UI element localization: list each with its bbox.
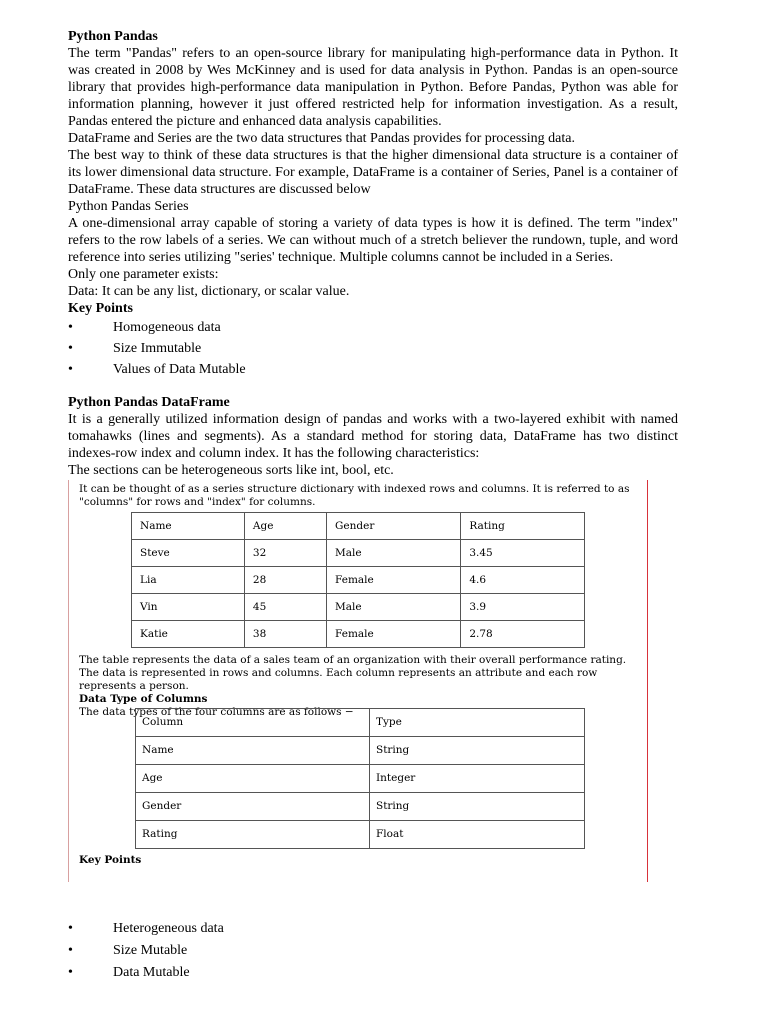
dataframe-paragraph: It is a generally utilized information design of pandas and works with a two-layered exhibit with named tomahawks (lines and segments). As a standard method for storing data, DataFrame has two distinct indexes-row index and column index. It has the following characteristics: <box>68 412 678 461</box>
list-item: • Data Mutable <box>68 962 224 984</box>
doc-title: Python Pandas <box>68 29 158 44</box>
document-body <box>68 28 678 479</box>
series-points-list <box>68 317 678 380</box>
dataframe-heading: Python Pandas DataFrame <box>68 395 230 410</box>
table-row: Lia 28 Female 4.6 <box>132 567 585 594</box>
bullet-icon: • <box>68 362 73 377</box>
bullet-icon: • <box>68 943 73 958</box>
list-item: • Size Mutable <box>68 940 224 962</box>
series-paragraph: A one-dimensional array capable of storing a variety of data types is how it is defined. The term "index" refers to the row labels of a series. We can without much of a stretch believer the rundown, tuple, and word reference into series utilizing "series' technique. Multiple columns cannot be included in a Series. <box>68 216 678 265</box>
table-header-row: Name Age Gender Rating <box>132 513 585 540</box>
list-item: • Heterogeneous data <box>68 918 224 940</box>
list-item: • Values of Data Mutable <box>68 359 678 380</box>
container-paragraph: The best way to think of these data structures is that the higher dimensional data structure is a container of its lower dimensional data structure. For example, DataFrame is a container of Series, Panel is a container of DataFrame. These data structures are discussed below <box>68 148 678 197</box>
table-description: The table represents the data of a sales team of an organization with their overall performance rating. The data is represented in rows and columns. Each column represents an attribute and each row represents a person. Data Type of Columns The data types of the four columns are as follows − <box>79 654 639 719</box>
bullet-icon: • <box>68 921 73 936</box>
key-points-heading: Key Points <box>68 301 133 316</box>
table-row: Katie 38 Female 2.78 <box>132 621 585 648</box>
dtype-heading: Data Type of Columns <box>79 693 208 705</box>
series-heading: Python Pandas Series <box>68 199 189 214</box>
data-type-table <box>135 708 585 849</box>
embed-intro: It can be thought of as a series structure dictionary with indexed rows and columns. It is referred to as "columns" for rows and "index" for columns. <box>79 483 630 508</box>
list-item: • Size Immutable <box>68 338 678 359</box>
table-header-row: Column Type <box>136 709 585 737</box>
dataframe-points-list <box>68 918 224 984</box>
table-row: Name String <box>136 737 585 765</box>
structures-paragraph: DataFrame and Series are the two data structures that Pandas provides for processing data. <box>68 131 575 146</box>
table-row: Vin 45 Male 3.9 <box>132 594 585 621</box>
parameter-paragraph: Only one parameter exists: <box>68 267 219 282</box>
sections-paragraph: The sections can be heterogeneous sorts like int, bool, etc. <box>68 463 394 478</box>
list-item: • Homogeneous data <box>68 317 678 338</box>
intro-paragraph: The term "Pandas" refers to an open-source library for manipulating high-performance data in Python. It was created in 2008 by Wes McKinney and is used for data analysis in Python. Pandas is an open-source library that provides high-performance data manipulation in Python. Before Pandas, Python was able for information planning, however it just offered restricted help for information investigation. As a result, Pandas entered the picture and enhanced data analysis capabilities. <box>68 46 678 129</box>
table-row: Rating Float <box>136 821 585 849</box>
table-row: Gender String <box>136 793 585 821</box>
data-paragraph: Data: It can be any list, dictionary, or scalar value. <box>68 284 350 299</box>
dtype-intro: The data types of the four columns are as follows − <box>79 706 354 718</box>
bullet-icon: • <box>68 320 73 335</box>
embed-key-points: Key Points <box>79 854 142 866</box>
table-row: Steve 32 Male 3.45 <box>132 540 585 567</box>
bullet-icon: • <box>68 341 73 356</box>
sales-team-table <box>131 512 585 648</box>
embedded-screenshot <box>68 480 648 882</box>
table-row: Age Integer <box>136 765 585 793</box>
bullet-icon: • <box>68 965 73 980</box>
